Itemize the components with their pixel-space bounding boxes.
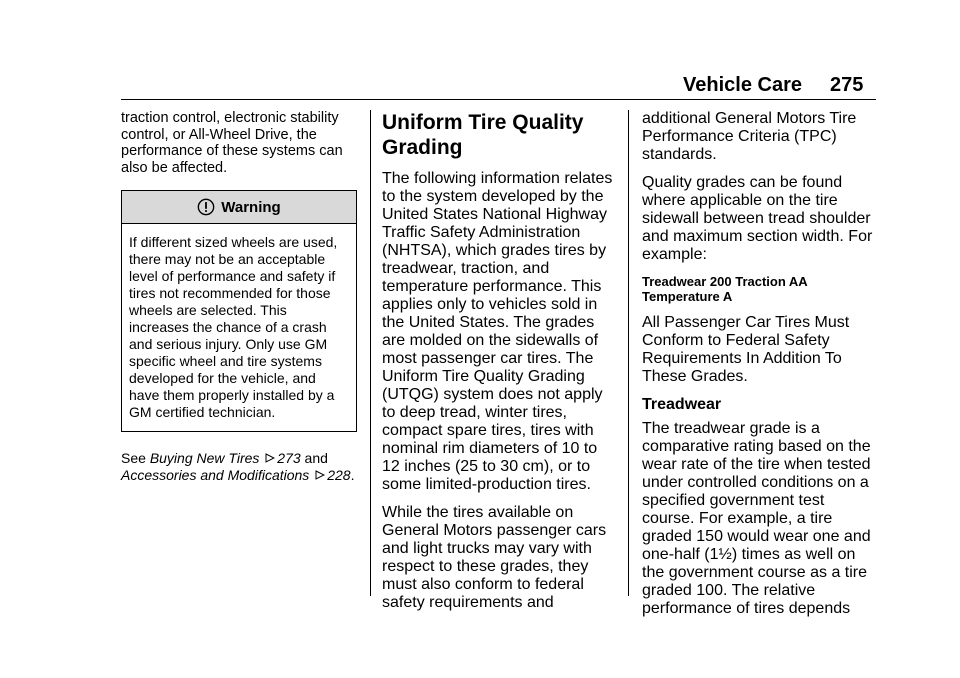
warning-header xyxy=(122,191,356,224)
page-ref-228[interactable]: 228 xyxy=(327,467,351,483)
treadwear-heading: Treadwear xyxy=(642,396,722,413)
quality-grades-paragraph: Quality grades can be found where applicable on the tire sidewall between tread shoulder and maximum section width. For example: xyxy=(642,174,873,263)
warning-text: If different sized wheels are used, there may not be an acceptable level of performance and safety if tires not recommended for those wheels are selected. This increases the chance of a crash and serious injury. Only use GM specific wheel and tire systems developed for the vehicle, and have them properly installed by a GM certified technician. xyxy=(129,234,338,420)
conform-notice: All Passenger Car Tires Must Conform to Federal Safety Requirements In Addition To These Grades. xyxy=(642,314,850,385)
link-accessories-modifications[interactable]: Accessories and Modifications xyxy=(121,467,310,483)
grade-example: Treadwear 200 Traction AA Temperature A xyxy=(642,274,808,304)
link-buying-new-tires[interactable]: Buying New Tires xyxy=(149,450,260,466)
header-rule xyxy=(121,99,876,100)
warning-box xyxy=(121,190,357,432)
page-ref-icon xyxy=(265,453,275,463)
section-title: Vehicle Care xyxy=(683,74,802,96)
tpc-paragraph: additional General Motors Tire Performance Criteria (TPC) standards. xyxy=(642,110,857,163)
see-and: and xyxy=(304,450,328,466)
column-1 xyxy=(121,110,357,498)
see-also xyxy=(121,450,357,484)
intro-paragraph: traction control, electronic stability control, or All-Wheel Drive, the performance of these systems can also be affected. xyxy=(121,110,343,176)
column-divider-1 xyxy=(370,110,371,596)
treadwear-paragraph: The treadwear grade is a comparative rating based on the wear rate of the tire when tested under controlled conditions on a specified government test course. For example, a tire graded 150 would wear one and one-half (1½) times as well on the government course as a tire graded 100. The relative performance of tires depends xyxy=(642,420,871,617)
tires-available-paragraph: While the tires available on General Motors passenger cars and light trucks may vary with respect to these grades, they must also conform to federal safety requirements and xyxy=(382,504,607,611)
see-prefix: See xyxy=(121,450,146,466)
warning-icon xyxy=(197,198,215,216)
column-divider-2 xyxy=(628,110,629,596)
column-2 xyxy=(382,110,618,612)
section-heading: Uniform Tire Quality Grading xyxy=(382,111,584,159)
column-3 xyxy=(642,110,878,618)
page-number: 275 xyxy=(830,74,864,96)
page-ref-icon xyxy=(315,470,325,480)
utqg-paragraph: The following information relates to the system developed by the United States National Highway Traffic Safety Administration (NHTSA), which grades tires by treadwear, traction, and temperature performance. This applies only to vehicles sold in the United States. The grades are molded on the sidewalls of most passenger car tires. The Uniform Tire Quality Grading (UTQG) system does not apply to deep tread, winter tires, compact spare tires, tires with nominal rim diameters of 10 to 12 inches (25 to 30 cm), or to some limited-production tires. xyxy=(382,170,613,493)
page-ref-273[interactable]: 273 xyxy=(277,450,301,466)
see-suffix: . xyxy=(350,467,355,483)
warning-title: Warning xyxy=(221,198,281,216)
